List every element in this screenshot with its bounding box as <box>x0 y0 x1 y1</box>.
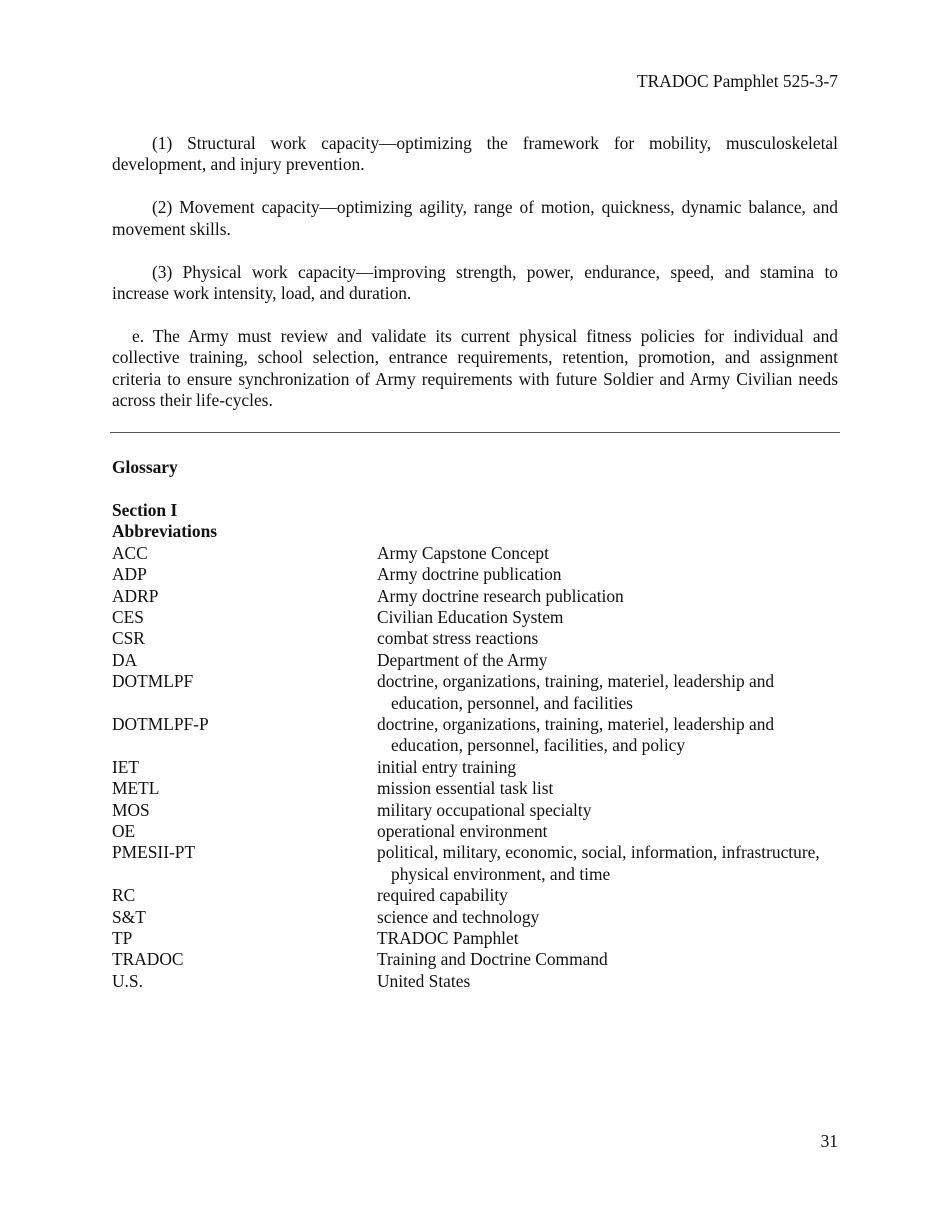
abbreviation-term: U.S. <box>112 970 143 991</box>
abbreviation-definition: Training and Doctrine Command <box>377 949 608 970</box>
abbreviation-term: TP <box>112 928 133 949</box>
paragraph-movement-capacity: (2) Movement capacity—optimizing agility, range of motion, quickness, dynamic balance, and movement skills. <box>112 197 838 239</box>
abbreviation-term: S&T <box>112 906 146 927</box>
abbreviation-row <box>112 907 838 928</box>
paragraph-structural-capacity: (1) Structural work capacity—optimizing the framework for mobility, musculoskeletal development, and injury prevention. <box>112 133 838 175</box>
abbreviation-term: ACC <box>112 542 148 563</box>
abbreviation-definition: military occupational specialty <box>377 799 592 820</box>
abbreviation-term: MOS <box>112 799 150 820</box>
abbreviation-definition: TRADOC Pamphlet <box>377 928 519 949</box>
abbreviation-row <box>112 949 838 970</box>
abbreviation-term: OE <box>112 821 136 841</box>
abbreviation-definition: doctrine, organizations, training, materiel, leadership and education, personnel, and facilities <box>377 671 775 713</box>
abbreviation-definition: science and technology <box>377 906 540 927</box>
paragraph-policy-review: e. The Army must review and validate its current physical fitness policies for individual and collective training, school selection, entrance requirements, retention, promotion, and assignment criteria to ensure synchronization of Army requirements with future Soldier and Army Civilian needs across their life-cycles. <box>112 325 838 411</box>
abbreviation-definition: doctrine, organizations, training, materiel, leadership and education, personnel, facilities, and policy <box>377 713 775 756</box>
section-heading: Section I <box>112 499 178 520</box>
abbreviation-definition: required capability <box>377 885 508 906</box>
section-subheading: Abbreviations <box>112 521 218 542</box>
abbreviation-list <box>112 543 838 993</box>
abbreviation-definition: United States <box>377 970 471 991</box>
abbreviation-term: CES <box>112 606 144 627</box>
abbreviation-term: DOTMLPF <box>112 671 194 692</box>
abbreviation-definition: Civilian Education System <box>377 606 564 627</box>
abbreviation-row <box>112 757 838 778</box>
body-text <box>112 133 838 433</box>
section-divider <box>110 432 840 433</box>
abbreviation-term: TRADOC <box>112 949 184 970</box>
abbreviation-term: DOTMLPF-P <box>112 713 209 734</box>
page-number: 31 <box>820 1131 838 1151</box>
abbreviation-definition: combat stress reactions <box>377 628 539 649</box>
abbreviation-row <box>112 885 838 906</box>
abbreviation-definition: Army Capstone Concept <box>377 542 549 563</box>
abbreviation-row <box>112 671 838 714</box>
abbreviation-definition: political, military, economic, social, information, infrastructure, physical environment, and time <box>377 842 820 884</box>
abbreviation-term: DA <box>112 649 138 670</box>
abbreviation-term: ADP <box>112 564 147 585</box>
abbreviation-term: IET <box>112 756 140 777</box>
abbreviation-row <box>112 778 838 799</box>
abbreviation-definition: operational environment <box>377 821 548 841</box>
abbreviation-definition: Army doctrine publication <box>377 564 562 585</box>
abbreviation-row <box>112 650 838 671</box>
abbreviation-definition: mission essential task list <box>377 778 554 799</box>
abbreviation-row <box>112 607 838 628</box>
abbreviation-term: ADRP <box>112 585 159 606</box>
abbreviation-row <box>112 628 838 649</box>
abbreviation-definition: initial entry training <box>377 756 517 777</box>
glossary-title: Glossary <box>112 457 178 477</box>
abbreviation-row <box>112 564 838 585</box>
paragraph-physical-work-capacity: (3) Physical work capacity—improving strength, power, endurance, speed, and stamina to increase work intensity, load, and duration. <box>112 261 838 304</box>
abbreviation-term: CSR <box>112 628 145 649</box>
abbreviation-row <box>112 971 838 992</box>
glossary <box>112 457 838 992</box>
abbreviation-term: METL <box>112 778 160 799</box>
abbreviation-definition: Department of the Army <box>377 649 548 670</box>
abbreviation-row <box>112 821 838 842</box>
abbreviation-term: PMESII-PT <box>112 842 196 863</box>
abbreviation-row <box>112 800 838 821</box>
abbreviation-row <box>112 928 838 949</box>
abbreviation-row <box>112 714 838 757</box>
abbreviation-definition: Army doctrine research publication <box>377 585 624 606</box>
abbreviation-row <box>112 842 838 885</box>
abbreviation-row <box>112 543 838 564</box>
running-header: TRADOC Pamphlet 525-3-7 <box>637 71 838 91</box>
abbreviation-term: RC <box>112 885 136 906</box>
abbreviation-row <box>112 586 838 607</box>
